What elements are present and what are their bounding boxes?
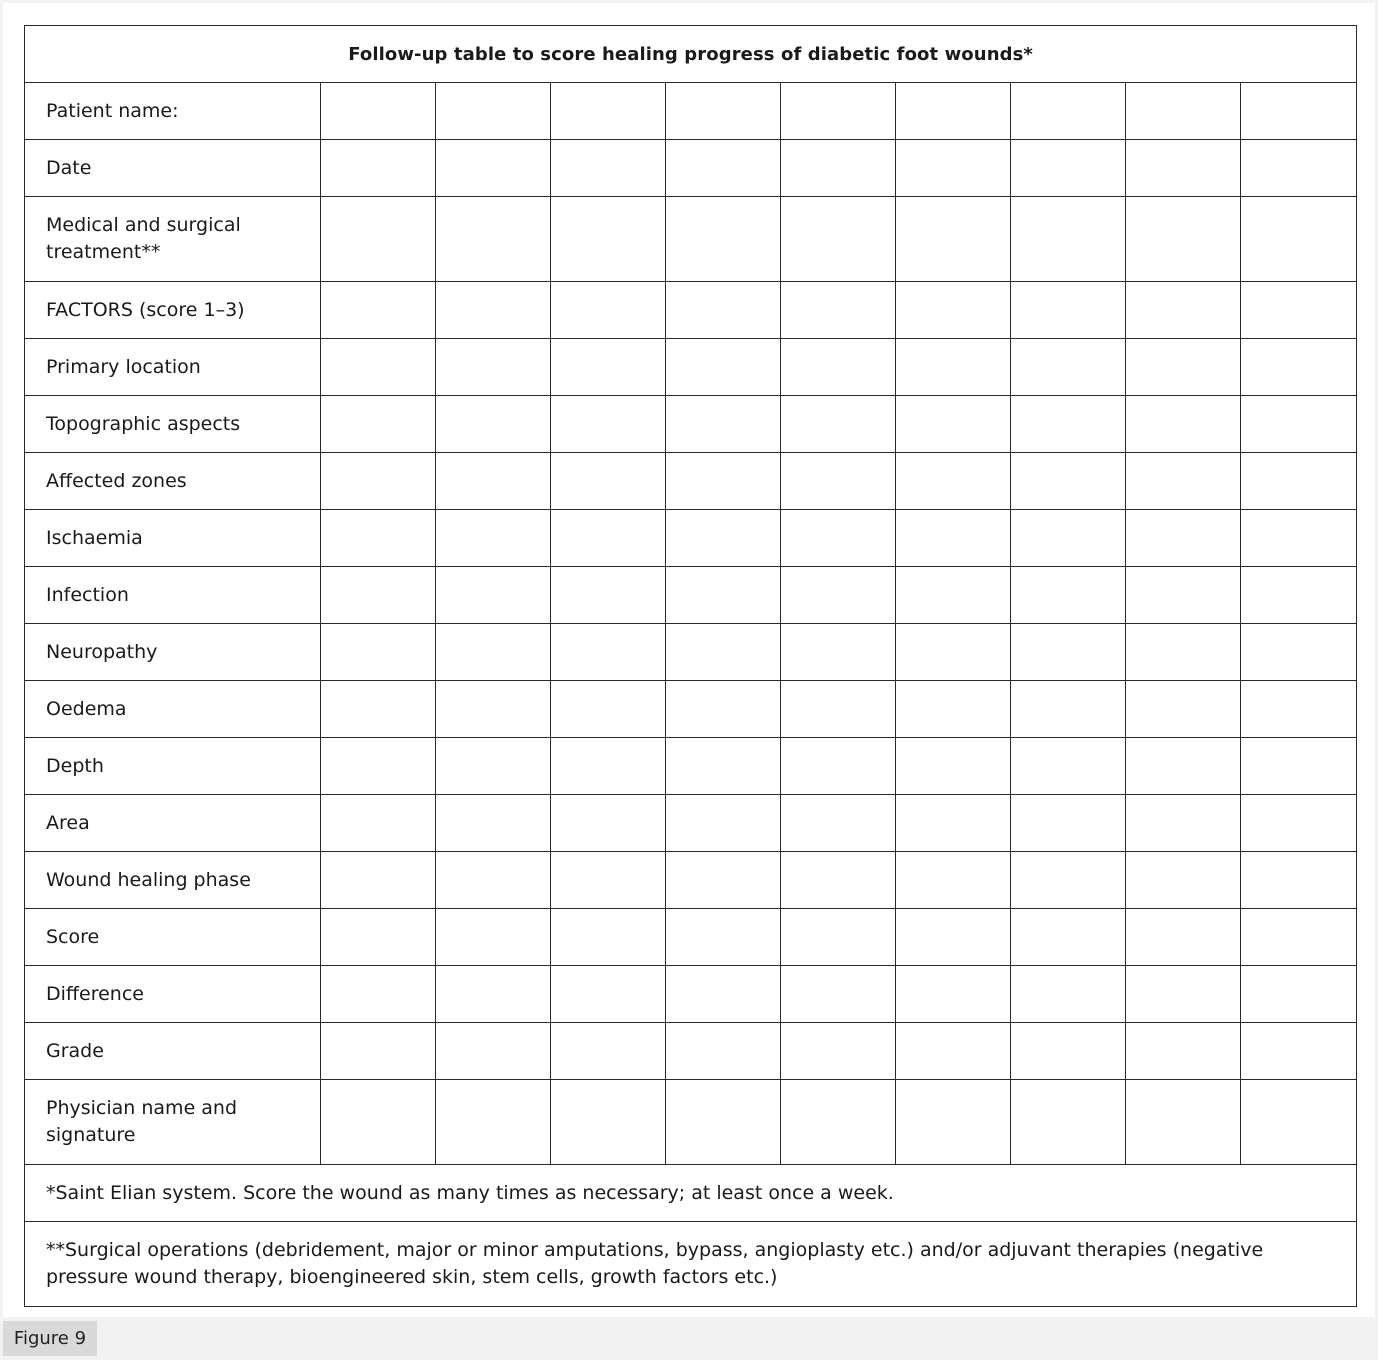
entry-cell[interactable] bbox=[1011, 624, 1126, 681]
entry-cell[interactable] bbox=[896, 140, 1011, 197]
entry-cell[interactable] bbox=[551, 1023, 666, 1080]
entry-cell[interactable] bbox=[1011, 140, 1126, 197]
entry-cell[interactable] bbox=[436, 396, 551, 453]
entry-cell[interactable] bbox=[321, 1080, 436, 1165]
entry-cell[interactable] bbox=[896, 567, 1011, 624]
entry-cell[interactable] bbox=[321, 852, 436, 909]
entry-cell[interactable] bbox=[781, 83, 896, 140]
row-label: Oedema bbox=[25, 681, 321, 738]
entry-cell[interactable] bbox=[781, 567, 896, 624]
row-label: FACTORS (score 1–3) bbox=[25, 282, 321, 339]
entry-cell[interactable] bbox=[1241, 140, 1357, 197]
entry-cell[interactable] bbox=[321, 339, 436, 396]
entry-cell[interactable] bbox=[551, 453, 666, 510]
entry-cell[interactable] bbox=[551, 966, 666, 1023]
entry-cell[interactable] bbox=[1241, 83, 1357, 140]
entry-cell[interactable] bbox=[1011, 909, 1126, 966]
table-row bbox=[25, 624, 1357, 681]
entry-cell[interactable] bbox=[781, 909, 896, 966]
entry-cell[interactable] bbox=[436, 567, 551, 624]
entry-cell[interactable] bbox=[436, 282, 551, 339]
entry-cell[interactable] bbox=[1241, 510, 1357, 567]
entry-cell[interactable] bbox=[436, 339, 551, 396]
row-label: Topographic aspects bbox=[25, 396, 321, 453]
entry-cell[interactable] bbox=[896, 1080, 1011, 1165]
entry-cell[interactable] bbox=[781, 738, 896, 795]
entry-cell[interactable] bbox=[1011, 966, 1126, 1023]
entry-cell[interactable] bbox=[436, 624, 551, 681]
entry-cell[interactable] bbox=[436, 453, 551, 510]
entry-cell[interactable] bbox=[1011, 282, 1126, 339]
entry-cell[interactable] bbox=[666, 510, 781, 567]
entry-cell[interactable] bbox=[551, 795, 666, 852]
entry-cell[interactable] bbox=[781, 1023, 896, 1080]
row-label: Area bbox=[25, 795, 321, 852]
entry-cell[interactable] bbox=[666, 909, 781, 966]
entry-cell[interactable] bbox=[896, 197, 1011, 282]
entry-cell[interactable] bbox=[781, 966, 896, 1023]
entry-cell[interactable] bbox=[551, 396, 666, 453]
entry-cell[interactable] bbox=[666, 282, 781, 339]
footnote: *Saint Elian system. Score the wound as many times as necessary; at least once a week. bbox=[25, 1165, 1357, 1222]
entry-cell[interactable] bbox=[1011, 83, 1126, 140]
footnote-row bbox=[25, 1222, 1357, 1307]
row-label: Infection bbox=[25, 567, 321, 624]
entry-cell[interactable] bbox=[1241, 282, 1357, 339]
entry-cell[interactable] bbox=[666, 966, 781, 1023]
entry-cell[interactable] bbox=[551, 909, 666, 966]
entry-cell[interactable] bbox=[1126, 567, 1241, 624]
entry-cell[interactable] bbox=[321, 1023, 436, 1080]
entry-cell[interactable] bbox=[436, 738, 551, 795]
entry-cell[interactable] bbox=[321, 681, 436, 738]
entry-cell[interactable] bbox=[321, 140, 436, 197]
entry-cell[interactable] bbox=[896, 453, 1011, 510]
entry-cell[interactable] bbox=[666, 339, 781, 396]
entry-cell[interactable] bbox=[551, 1080, 666, 1165]
entry-cell[interactable] bbox=[436, 1080, 551, 1165]
entry-cell[interactable] bbox=[1011, 1080, 1126, 1165]
entry-cell[interactable] bbox=[1241, 1023, 1357, 1080]
entry-cell[interactable] bbox=[321, 396, 436, 453]
entry-cell[interactable] bbox=[781, 282, 896, 339]
entry-cell[interactable] bbox=[551, 510, 666, 567]
entry-cell[interactable] bbox=[1241, 567, 1357, 624]
footnote: **Surgical operations (debridement, major or minor amputations, bypass, angioplasty etc.) and/or adjuvant therapies (negative pressure wound therapy, bioengineered skin, stem cells, growth factors etc.) bbox=[25, 1222, 1357, 1307]
entry-cell[interactable] bbox=[1011, 197, 1126, 282]
entry-cell[interactable] bbox=[666, 197, 781, 282]
entry-cell[interactable] bbox=[1126, 795, 1241, 852]
table-row bbox=[25, 339, 1357, 396]
entry-cell[interactable] bbox=[551, 681, 666, 738]
row-label: Date bbox=[25, 140, 321, 197]
row-label: Neuropathy bbox=[25, 624, 321, 681]
entry-cell[interactable] bbox=[1241, 966, 1357, 1023]
entry-cell[interactable] bbox=[321, 83, 436, 140]
entry-cell[interactable] bbox=[1241, 396, 1357, 453]
entry-cell[interactable] bbox=[1126, 909, 1241, 966]
entry-cell[interactable] bbox=[1241, 681, 1357, 738]
entry-cell[interactable] bbox=[896, 738, 1011, 795]
entry-cell[interactable] bbox=[1011, 510, 1126, 567]
entry-cell[interactable] bbox=[666, 567, 781, 624]
entry-cell[interactable] bbox=[1241, 795, 1357, 852]
entry-cell[interactable] bbox=[1126, 453, 1241, 510]
entry-cell[interactable] bbox=[666, 852, 781, 909]
entry-cell[interactable] bbox=[781, 510, 896, 567]
entry-cell[interactable] bbox=[436, 197, 551, 282]
entry-cell[interactable] bbox=[551, 852, 666, 909]
entry-cell[interactable] bbox=[551, 83, 666, 140]
entry-cell[interactable] bbox=[1126, 1023, 1241, 1080]
entry-cell[interactable] bbox=[1126, 624, 1241, 681]
table-row bbox=[25, 852, 1357, 909]
row-label: Primary location bbox=[25, 339, 321, 396]
table-row bbox=[25, 83, 1357, 140]
entry-cell[interactable] bbox=[1011, 567, 1126, 624]
entry-cell[interactable] bbox=[896, 909, 1011, 966]
entry-cell[interactable] bbox=[896, 282, 1011, 339]
entry-cell[interactable] bbox=[321, 453, 436, 510]
row-label: Wound healing phase bbox=[25, 852, 321, 909]
row-label: Depth bbox=[25, 738, 321, 795]
entry-cell[interactable] bbox=[321, 738, 436, 795]
row-label: Affected zones bbox=[25, 453, 321, 510]
entry-cell[interactable] bbox=[551, 339, 666, 396]
row-label: Physician name and signature bbox=[25, 1080, 321, 1165]
row-label: Ischaemia bbox=[25, 510, 321, 567]
entry-cell[interactable] bbox=[436, 83, 551, 140]
entry-cell[interactable] bbox=[666, 681, 781, 738]
entry-cell[interactable] bbox=[1011, 339, 1126, 396]
table-row bbox=[25, 795, 1357, 852]
entry-cell[interactable] bbox=[1011, 453, 1126, 510]
entry-cell[interactable] bbox=[1011, 1023, 1126, 1080]
entry-cell[interactable] bbox=[666, 1080, 781, 1165]
entry-cell[interactable] bbox=[1126, 140, 1241, 197]
entry-cell[interactable] bbox=[666, 1023, 781, 1080]
entry-cell[interactable] bbox=[551, 567, 666, 624]
table-row bbox=[25, 396, 1357, 453]
entry-cell[interactable] bbox=[666, 83, 781, 140]
entry-cell[interactable] bbox=[1126, 966, 1241, 1023]
entry-cell[interactable] bbox=[1241, 339, 1357, 396]
entry-cell[interactable] bbox=[1126, 738, 1241, 795]
entry-cell[interactable] bbox=[436, 1023, 551, 1080]
table-row bbox=[25, 738, 1357, 795]
entry-cell[interactable] bbox=[896, 624, 1011, 681]
entry-cell[interactable] bbox=[1011, 396, 1126, 453]
entry-cell[interactable] bbox=[896, 396, 1011, 453]
entry-cell[interactable] bbox=[436, 681, 551, 738]
entry-cell[interactable] bbox=[1011, 852, 1126, 909]
entry-cell[interactable] bbox=[321, 966, 436, 1023]
entry-cell[interactable] bbox=[321, 197, 436, 282]
entry-cell[interactable] bbox=[1241, 624, 1357, 681]
entry-cell[interactable] bbox=[1126, 339, 1241, 396]
row-label: Difference bbox=[25, 966, 321, 1023]
table-row bbox=[25, 282, 1357, 339]
entry-cell[interactable] bbox=[1011, 795, 1126, 852]
footnote-row bbox=[25, 1165, 1357, 1222]
entry-cell[interactable] bbox=[321, 510, 436, 567]
entry-cell[interactable] bbox=[896, 681, 1011, 738]
entry-cell[interactable] bbox=[436, 966, 551, 1023]
entry-cell[interactable] bbox=[781, 1080, 896, 1165]
entry-cell[interactable] bbox=[781, 681, 896, 738]
entry-cell[interactable] bbox=[1126, 681, 1241, 738]
row-label: Medical and surgical treatment** bbox=[25, 197, 321, 282]
row-label: Patient name: bbox=[25, 83, 321, 140]
entry-cell[interactable] bbox=[1126, 852, 1241, 909]
entry-cell[interactable] bbox=[781, 795, 896, 852]
entry-cell[interactable] bbox=[436, 909, 551, 966]
entry-cell[interactable] bbox=[666, 453, 781, 510]
follow-up-table bbox=[24, 25, 1357, 1307]
entry-cell[interactable] bbox=[551, 738, 666, 795]
entry-cell[interactable] bbox=[321, 624, 436, 681]
entry-cell[interactable] bbox=[781, 624, 896, 681]
entry-cell[interactable] bbox=[1241, 909, 1357, 966]
table-row bbox=[25, 681, 1357, 738]
entry-cell[interactable] bbox=[1011, 681, 1126, 738]
entry-cell[interactable] bbox=[321, 909, 436, 966]
entry-cell[interactable] bbox=[1241, 197, 1357, 282]
entry-cell[interactable] bbox=[1126, 282, 1241, 339]
entry-cell[interactable] bbox=[321, 567, 436, 624]
entry-cell[interactable] bbox=[666, 738, 781, 795]
table-row bbox=[25, 909, 1357, 966]
entry-cell[interactable] bbox=[436, 140, 551, 197]
entry-cell[interactable] bbox=[551, 282, 666, 339]
figure-label: Figure 9 bbox=[3, 1321, 97, 1356]
entry-cell[interactable] bbox=[1241, 1080, 1357, 1165]
entry-cell[interactable] bbox=[896, 966, 1011, 1023]
entry-cell[interactable] bbox=[781, 197, 896, 282]
table-row bbox=[25, 966, 1357, 1023]
entry-cell[interactable] bbox=[436, 510, 551, 567]
entry-cell[interactable] bbox=[436, 795, 551, 852]
entry-cell[interactable] bbox=[1126, 510, 1241, 567]
table-row bbox=[25, 1023, 1357, 1080]
row-label: Grade bbox=[25, 1023, 321, 1080]
entry-cell[interactable] bbox=[551, 140, 666, 197]
entry-cell[interactable] bbox=[666, 795, 781, 852]
entry-cell[interactable] bbox=[896, 339, 1011, 396]
entry-cell[interactable] bbox=[781, 140, 896, 197]
entry-cell[interactable] bbox=[896, 510, 1011, 567]
entry-cell[interactable] bbox=[896, 795, 1011, 852]
table-row bbox=[25, 453, 1357, 510]
entry-cell[interactable] bbox=[666, 624, 781, 681]
entry-cell[interactable] bbox=[1126, 197, 1241, 282]
table-row bbox=[25, 1080, 1357, 1165]
table-title: Follow-up table to score healing progress of diabetic foot wounds* bbox=[25, 26, 1357, 83]
entry-cell[interactable] bbox=[1126, 1080, 1241, 1165]
entry-cell[interactable] bbox=[666, 396, 781, 453]
entry-cell[interactable] bbox=[321, 795, 436, 852]
entry-cell[interactable] bbox=[781, 852, 896, 909]
entry-cell[interactable] bbox=[321, 282, 436, 339]
entry-cell[interactable] bbox=[781, 453, 896, 510]
entry-cell[interactable] bbox=[1241, 453, 1357, 510]
entry-cell[interactable] bbox=[896, 1023, 1011, 1080]
entry-cell[interactable] bbox=[1126, 83, 1241, 140]
entry-cell[interactable] bbox=[896, 83, 1011, 140]
row-label: Score bbox=[25, 909, 321, 966]
entry-cell[interactable] bbox=[896, 852, 1011, 909]
table-row bbox=[25, 197, 1357, 282]
entry-cell[interactable] bbox=[781, 339, 896, 396]
table-row bbox=[25, 510, 1357, 567]
entry-cell[interactable] bbox=[551, 197, 666, 282]
document-sheet bbox=[3, 3, 1375, 1317]
table-row bbox=[25, 567, 1357, 624]
entry-cell[interactable] bbox=[551, 624, 666, 681]
entry-cell[interactable] bbox=[666, 140, 781, 197]
entry-cell[interactable] bbox=[1241, 738, 1357, 795]
entry-cell[interactable] bbox=[781, 396, 896, 453]
entry-cell[interactable] bbox=[1011, 738, 1126, 795]
table-row bbox=[25, 140, 1357, 197]
entry-cell[interactable] bbox=[1126, 396, 1241, 453]
entry-cell[interactable] bbox=[1241, 852, 1357, 909]
entry-cell[interactable] bbox=[436, 852, 551, 909]
